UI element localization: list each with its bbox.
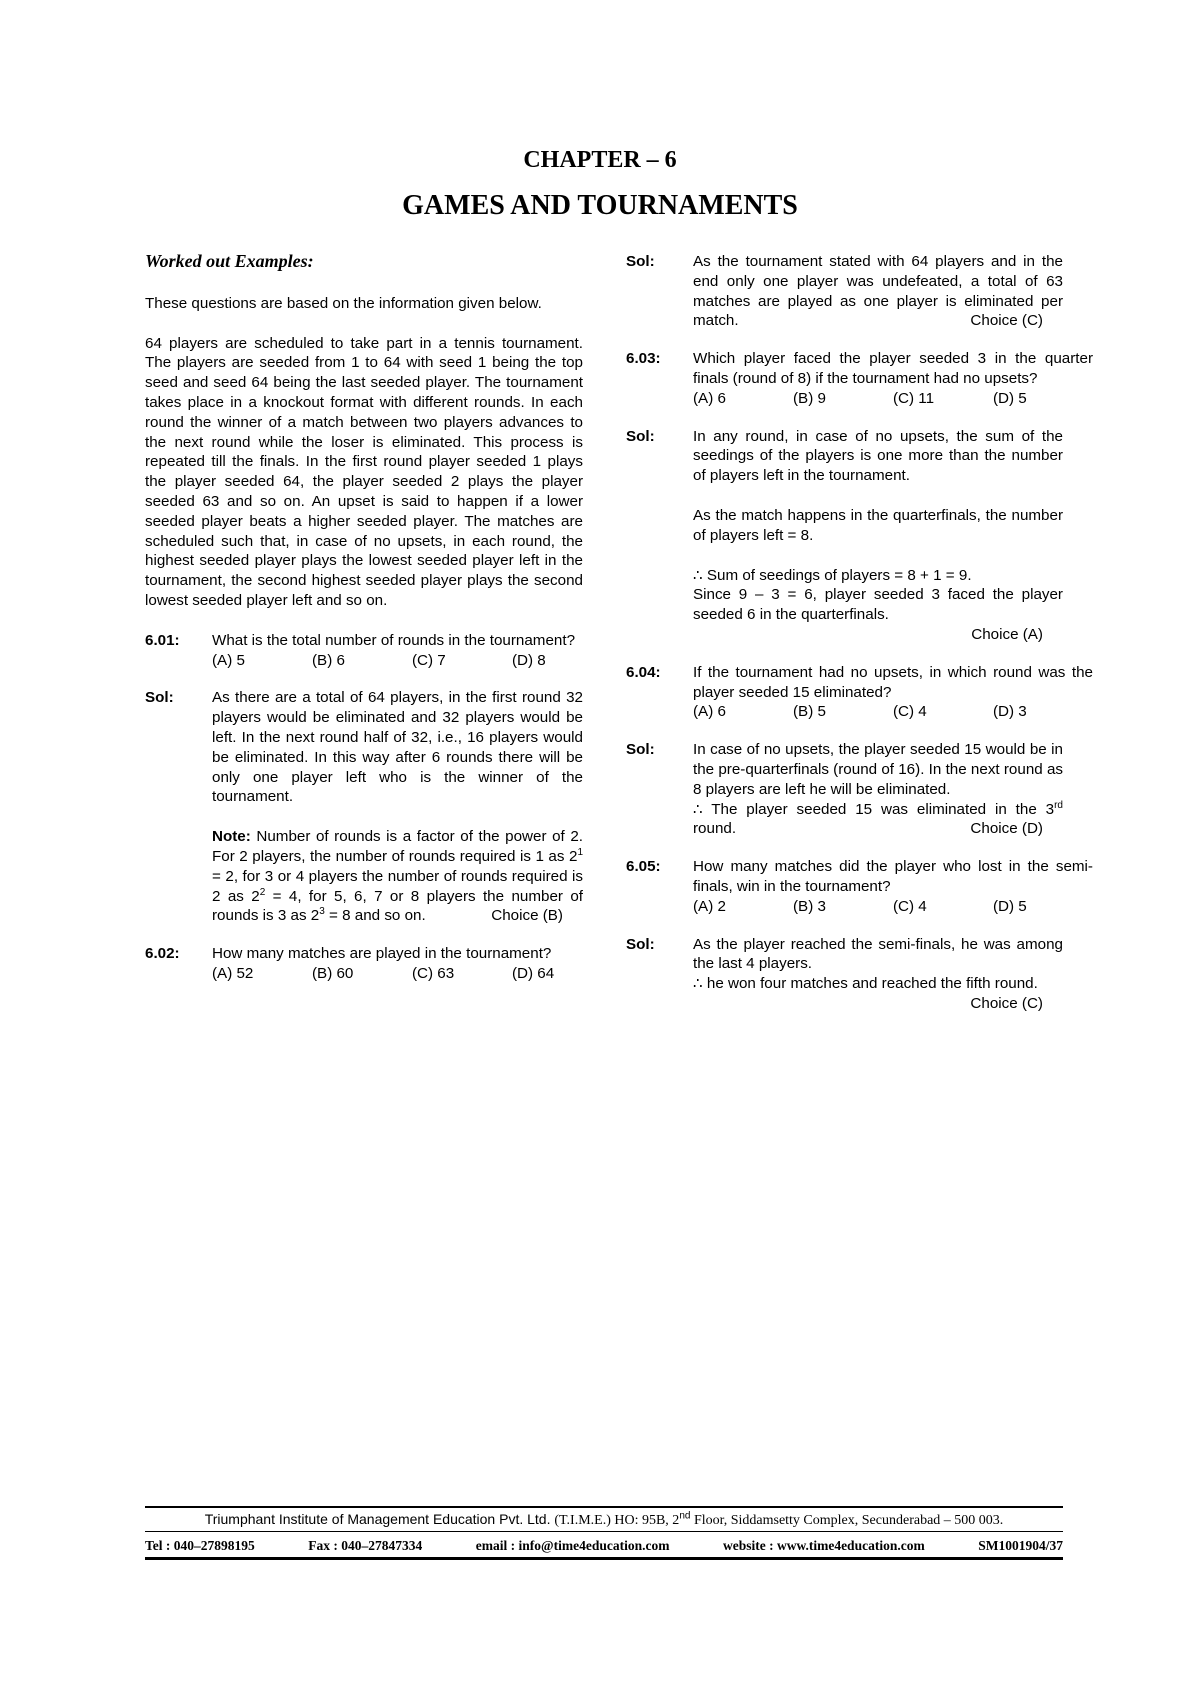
answer-options	[693, 702, 1093, 722]
footer-page-code: SM1001904/37	[978, 1538, 1063, 1553]
note-text: Note: Number of rounds is a factor of the power of 2. For 2 players, the number of rounds required is 1 as $2^1 = 2$, for 3 or 4 players the number of rounds required is 2 as $2^2 = 4$, for 5, 6, 7 or 8 players the number of rounds is 3 as $2^3 = 8$ and so on. Choice (B)	[212, 828, 583, 925]
option-c: (C) 7	[412, 651, 446, 669]
section-heading: Worked out Examples:	[145, 251, 314, 271]
answer-options	[212, 651, 612, 671]
question-label: 6.05:	[626, 858, 661, 876]
solution-6-05	[626, 935, 1063, 1014]
question-label: 6.02:	[145, 945, 180, 963]
option-d: (D) 5	[993, 389, 1027, 407]
question-6-04	[626, 663, 1093, 722]
footer-website: website : www.time4education.com	[722, 1538, 925, 1553]
question-label: 6.03:	[626, 350, 661, 368]
footer-fax: Fax : 040–27847334	[308, 1538, 423, 1553]
passage-text: 64 players are scheduled to take part in a tennis tournament. The players are seeded from 1 to 64 with seed 1 being the top seed and seed 64 being the last seeded player. The tournament takes place in a knockout format with different rounds. In each round the winner of a match between two players advances to the next round while the loser is eliminated. This process is repeated till the finals. In the first round player seeded 1 plays the player seeded 64, the player seeded 2 plays the player seeded 63 and so on. An upset is said to happen if a lower seeded player beats a higher seeded player. The matches are scheduled such that, in case of no upsets, in each round, the highest seeded player plays the lowest seeded player left in the tournament, the second highest seeded player plays the second lowest seeded player left and so on.	[145, 334, 583, 609]
option-a: (A) 6	[693, 389, 726, 407]
question-6-02	[145, 944, 583, 984]
solution-text: As there are a total of 64 players, in the first round 32 players would be eliminated and 32 players would be left. In the next round half of 32, i.e., 16 players would be eliminated. In this way after 6 rounds there will be only one player left who is the winner of the tournament.	[212, 689, 583, 806]
intro-text: These questions are based on the information given below.	[145, 294, 542, 312]
solution-label: Sol:	[145, 689, 174, 707]
question-label: 6.04:	[626, 663, 661, 681]
left-column	[145, 252, 583, 1002]
choice-label: Choice (B)	[491, 907, 563, 925]
choice-label: Choice (D)	[970, 820, 1043, 838]
answer-options	[212, 964, 612, 984]
option-c: (C) 63	[412, 964, 455, 982]
option-b: (B) 9	[793, 389, 826, 407]
footer-tel: Tel : 040–27898195	[145, 1538, 255, 1553]
option-d: (D) 5	[993, 897, 1027, 915]
solution-label: Sol:	[626, 935, 655, 953]
question-text: How many matches are played in the tournament?	[212, 945, 552, 963]
chapter-title: GAMES AND TOURNAMENTS	[402, 190, 798, 221]
question-label: 6.01:	[145, 631, 180, 649]
option-b: (B) 3	[793, 897, 826, 915]
choice-label: Choice (A)	[971, 625, 1043, 643]
option-c: (C) 4	[893, 703, 927, 721]
question-6-01	[145, 631, 583, 671]
option-a: (A) 5	[212, 651, 245, 669]
solution-6-01	[145, 688, 583, 926]
answer-options	[693, 389, 1093, 409]
solution-label: Sol:	[626, 253, 655, 270]
solution-text: As the tournament stated with 64 players and in the end only one player was undefeated, a total of 63 matches are played as one player is eliminated per match. Choice (C)	[693, 253, 1063, 330]
chapter-number: CHAPTER – 6	[523, 147, 677, 173]
question-text: If the tournament had no upsets, in which round was the player seeded 15 eliminated?	[693, 663, 1093, 701]
solution-text: ∴ Sum of seedings of players = 8 + 1 = 9. Since 9 – 3 = 6, player seeded 3 faced the player seeded 6 in the quarterfinals. Choice (A)	[693, 566, 1063, 643]
right-column	[626, 252, 1093, 1032]
option-b: (B) 5	[793, 703, 826, 721]
note-label: Note:	[212, 828, 251, 846]
solution-text: As the match happens in the quarterfinals, the number of players left = 8.	[693, 506, 1063, 544]
solution-6-03	[626, 427, 1063, 645]
solution-text: In case of no upsets, the player seeded 15 would be in the pre-quarterfinals (round of 16). In the next round as 8 players are left he will be eliminated. ∴ The player seeded 15 was eliminated in the 3rd round. Choice (D)	[693, 741, 1063, 838]
option-d: (D) 64	[512, 964, 555, 982]
footer-email: email : info@time4education.com	[475, 1538, 670, 1553]
question-6-05	[626, 857, 1093, 916]
option-a: (A) 6	[693, 703, 726, 721]
option-a: (A) 2	[693, 897, 726, 915]
solution-6-02	[626, 252, 1063, 331]
option-d: (D) 8	[512, 651, 546, 669]
option-c: (C) 4	[893, 897, 927, 915]
footer-mid-rule	[145, 1531, 1063, 1532]
solution-6-04	[626, 740, 1063, 839]
option-a: (A) 52	[212, 964, 254, 982]
solution-label: Sol:	[626, 741, 655, 759]
question-text: Which player faced the player seeded 3 in the quarter finals (round of 8) if the tournament had no upsets?	[693, 350, 1093, 387]
option-b: (B) 6	[312, 651, 345, 669]
solution-label: Sol:	[626, 427, 655, 445]
choice-label: Choice (C)	[970, 994, 1043, 1012]
answer-options	[693, 897, 1093, 917]
option-d: (D) 3	[993, 703, 1027, 721]
option-b: (B) 60	[312, 964, 354, 982]
footer-top-rule	[145, 1506, 1063, 1508]
footer-contacts	[145, 1538, 1063, 1554]
footer-address: Triumphant Institute of Management Education Pvt. Ltd. (T.I.M.E.) HO: 95B, 2nd Floor, Siddamsetty Complex, Secunderabad – 500 003.	[204, 1510, 1004, 1528]
solution-text: As the player reached the semi-finals, he was among the last 4 players. ∴ he won four matches and reached the fifth round. Choice (C)	[693, 935, 1063, 1012]
question-text: How many matches did the player who lost in the semi-finals, win in the tournament?	[693, 858, 1093, 895]
footer-bottom-rule	[145, 1557, 1063, 1560]
question-6-03	[626, 349, 1093, 408]
choice-label: Choice (C)	[970, 312, 1043, 330]
question-text: What is the total number of rounds in the tournament?	[212, 631, 576, 649]
option-c: (C) 11	[893, 389, 935, 407]
solution-text: In any round, in case of no upsets, the sum of the seedings of the players is one more than the number of players left in the tournament.	[693, 427, 1063, 485]
